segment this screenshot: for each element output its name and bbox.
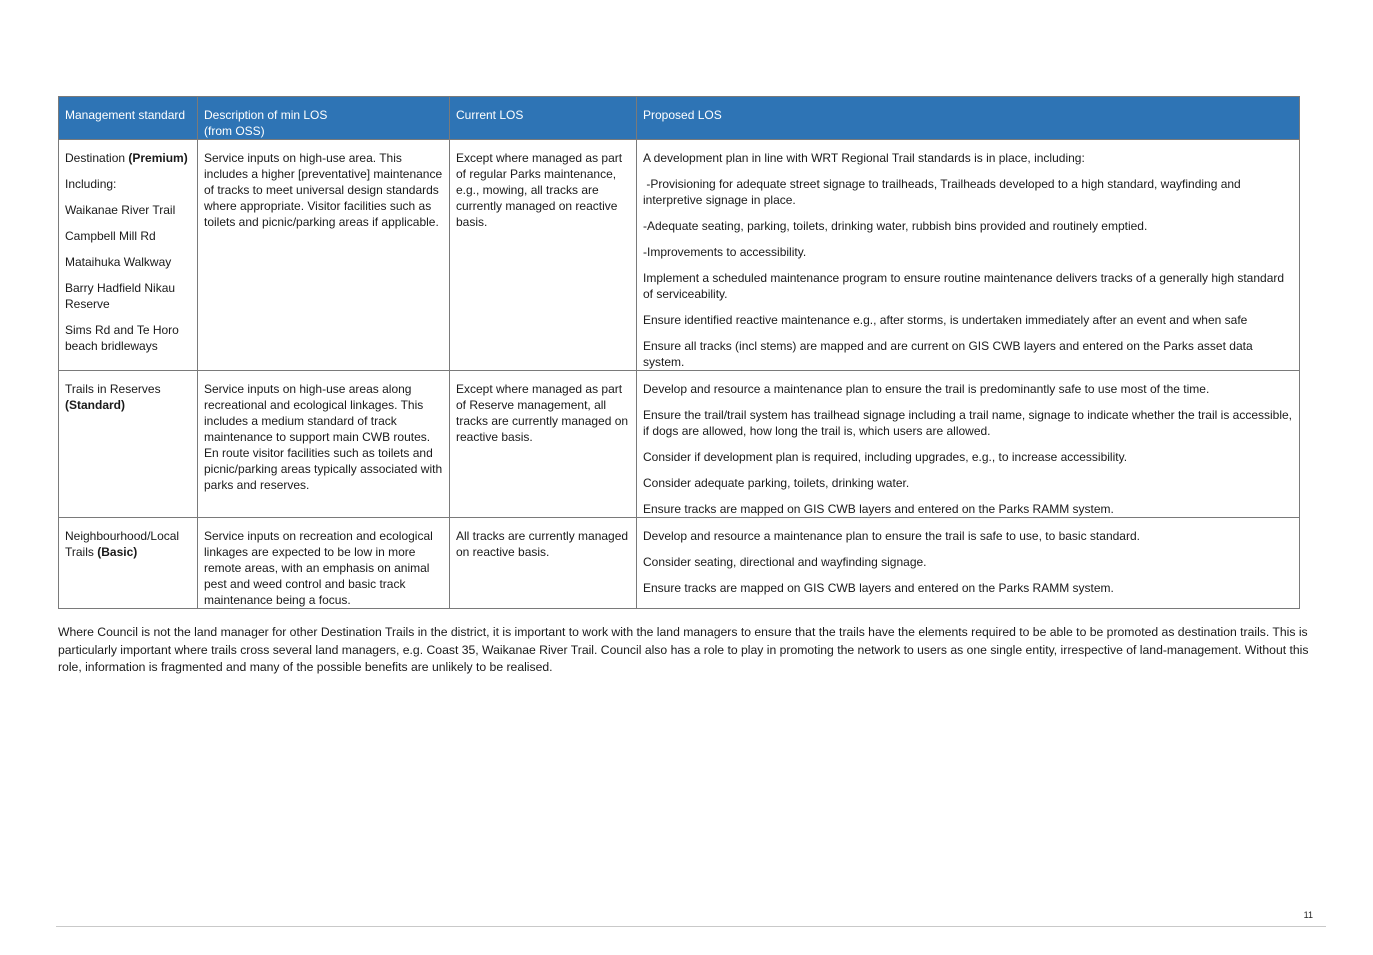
cell-description-standard: Service inputs on high-use areas along recreational and ecological linkages. This includes a medium standard of track maintenance to support main CWB routes. En route visitor facilities such as toilets and picnic/parking areas typically associated with parks and reserves.	[198, 371, 450, 518]
los-table	[58, 96, 1300, 609]
cell-standard-basic	[59, 518, 198, 609]
header-management-standard: Management standard	[59, 97, 198, 140]
cell-standard-standard	[59, 371, 198, 518]
cell-description-premium: Service inputs on high-use area. This includes a higher [preventative] maintenance of tracks to meet universal design standards where appropriate. Visitor facilities such as toilets and picnic/parking areas if applicable.	[198, 140, 450, 371]
header-current-los: Current LOS	[450, 97, 637, 140]
standard-title-premium	[65, 150, 191, 166]
standard-level: (Basic)	[97, 545, 138, 559]
cell-current-standard: Except where managed as part of Reserve management, all tracks are currently managed on reactive basis.	[450, 371, 637, 518]
standard-level: (Premium)	[128, 151, 188, 165]
trail-name: Campbell Mill Rd	[65, 229, 156, 243]
cell-standard-premium	[59, 140, 198, 371]
proposed-item: Develop and resource a maintenance plan to ensure the trail is predominantly safe to use most of the time.	[643, 382, 1210, 396]
proposed-item: -Improvements to accessibility.	[643, 245, 807, 259]
trail-name: Barry Hadfield Nikau Reserve	[65, 281, 176, 311]
table-row-basic	[59, 518, 1300, 609]
header-description-line1: Description of min LOS	[204, 108, 328, 122]
proposed-item: Consider if development plan is required, including upgrades, e.g., to increase accessibility.	[643, 450, 1128, 464]
table-header-row	[59, 97, 1300, 140]
body-paragraph: Where Council is not the land manager for other Destination Trails in the district, it is important to work with the land managers to ensure that the trails have the elements required to be able to be promoted as destination trails. This is particularly important where trails cross several land managers, e.g. Coast 35, Waikanae River Trail. Council also has a role to play in promoting the network to users as one single entity, irrespective of land-management. Without this role, information is fragmented and many of the possible benefits are unlikely to be realised.	[58, 625, 1309, 674]
cell-current-basic: All tracks are currently managed on reactive basis.	[450, 518, 637, 609]
cell-description-basic: Service inputs on recreation and ecological linkages are expected to be low in more remote areas, with an emphasis on animal pest and weed control and basic track maintenance being a focus.	[198, 518, 450, 609]
proposed-item: Consider seating, directional and wayfinding signage.	[643, 555, 927, 569]
header-description	[198, 97, 450, 140]
table-row-standard	[59, 371, 1300, 518]
standard-prefix: Trails in Reserves	[65, 382, 161, 396]
proposed-item: Develop and resource a maintenance plan to ensure the trail is safe to use, to basic standard.	[643, 529, 1140, 543]
proposed-item: Implement a scheduled maintenance program to ensure routine maintenance delivers tracks of a generally high standard of serviceability.	[643, 271, 1285, 301]
header-description-line2: (from OSS)	[204, 124, 265, 138]
proposed-item: Ensure the trail/trail system has trailhead signage including a trail name, signage to indicate whether the trail is accessible, if dogs are allowed, how long the trail is, which users are allowed.	[643, 408, 1293, 438]
proposed-item: Consider adequate parking, toilets, drinking water.	[643, 476, 910, 490]
proposed-item: -Adequate seating, parking, toilets, drinking water, rubbish bins provided and routinely emptied.	[643, 219, 1148, 233]
standard-including: Including:	[65, 177, 117, 191]
standard-prefix: Destination	[65, 151, 129, 165]
cell-proposed-premium	[637, 140, 1300, 371]
cell-proposed-basic	[637, 518, 1300, 609]
proposed-item: A development plan in line with WRT Regional Trail standards is in place, including:	[643, 151, 1085, 165]
standard-level: (Standard)	[65, 398, 125, 412]
standard-prefix: Neighbourhood/Local Trails	[65, 529, 180, 559]
proposed-item: Ensure all tracks (incl stems) are mapped and are current on GIS CWB layers and entered on the Parks asset data system.	[643, 339, 1253, 369]
proposed-item: Ensure tracks are mapped on GIS CWB layers and entered on the Parks RAMM system.	[643, 581, 1114, 595]
proposed-item: -Provisioning for adequate street signage to trailheads, Trailheads developed to a high standard, wayfinding and interpretive signage in place.	[643, 177, 1245, 207]
header-proposed-los: Proposed LOS	[637, 97, 1300, 140]
trail-name: Sims Rd and Te Horo beach bridleways	[65, 323, 179, 353]
table-row-premium	[59, 140, 1300, 371]
proposed-item: Ensure identified reactive maintenance e.g., after storms, is undertaken immediately after an event and when safe	[643, 313, 1248, 327]
footer-divider	[56, 926, 1326, 927]
trail-name: Waikanae River Trail	[65, 203, 176, 217]
page-number: 11	[1303, 910, 1313, 920]
cell-current-premium: Except where managed as part of regular Parks maintenance, e.g., mowing, all tracks are currently managed on reactive basis.	[450, 140, 637, 371]
cell-proposed-standard	[637, 371, 1300, 518]
trail-name: Mataihuka Walkway	[65, 255, 172, 269]
proposed-item: Ensure tracks are mapped on GIS CWB layers and entered on the Parks RAMM system.	[643, 502, 1114, 516]
